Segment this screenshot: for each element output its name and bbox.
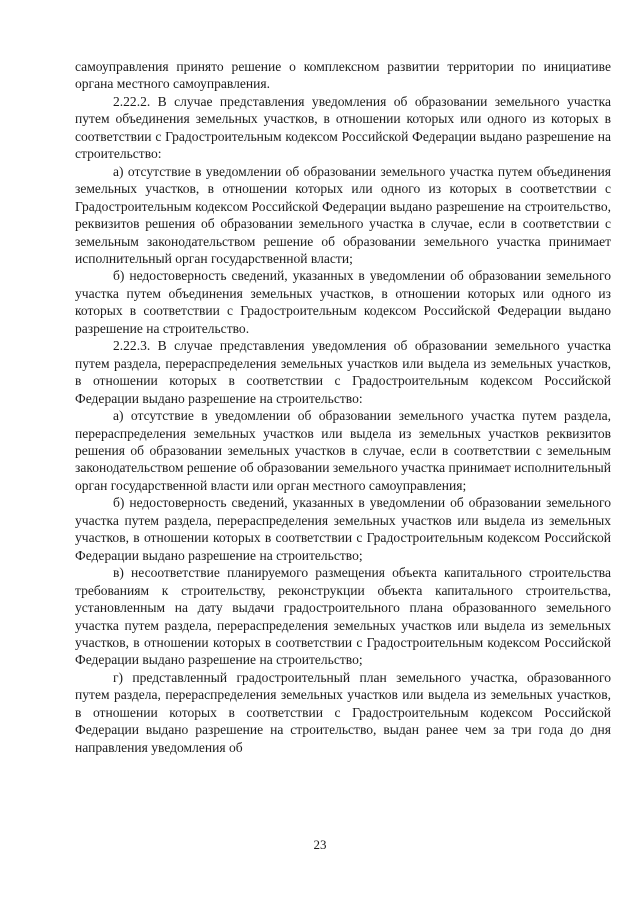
paragraph-section-2-22-2: 2.22.2. В случае представления уведомления об образовании земельного участка путем объединения земельных участков, в отношении которых или одного из которых в соответствии с Градостроительным кодексом Российской Федерации выдано разрешение на строительство:	[75, 93, 611, 162]
paragraph-item-v: в) несоответствие планируемого размещения объекта капитального строительства требованиям к строительству, реконструкции объекта капитального строительства, установленным на дату выдачи градостроительного плана образованного земельного участка путем раздела, перераспределения земельных участков или выдела из земельных участков, в отношении которых в соответствии с Градостроительным кодексом Российской Федерации выдано разрешение на строительство;	[75, 565, 611, 668]
document-body	[75, 58, 611, 756]
paragraph-item-a: а) отсутствие в уведомлении об образовании земельного участка путем объединения земельных участков, в отношении которых или одного из которых в соответствии с Градостроительным кодексом Российской Федерации выдано разрешение на строительство, реквизитов решения об образовании земельного участка в случае, если в соответствии с земельным законодательством решение об образовании земельного участка принимает исполнительный орган государственной власти;	[75, 163, 611, 266]
paragraph-continuation: самоуправления принято решение о комплексном развитии территории по инициативе органа местного самоуправления.	[75, 59, 611, 92]
paragraph-item-g: г) представленный градостроительный план земельного участка, образованного путем раздела, перераспределения земельных участков или выдела из земельных участков, в отношении которых в соответствии с Градостроительным кодексом Российской Федерации выдано разрешение на строительство, выдан ранее чем за три года до дня направления уведомления об	[75, 669, 611, 755]
paragraph-item-b: б) недостоверность сведений, указанных в уведомлении об образовании земельного участка путем объединения земельных участков, в отношении которых или одного из которых в соответствии с Градостроительным кодексом Российской Федерации выдано разрешение на строительство.	[75, 268, 611, 336]
paragraph-section-2-22-3: 2.22.3. В случае представления уведомления об образовании земельного участка путем раздела, перераспределения земельных участков или выдела из земельных участков, в отношении которых в соответствии с Градостроительным кодексом Российской Федерации выдано разрешение на строительство:	[75, 338, 611, 406]
page-number: 23	[313, 837, 327, 852]
paragraph-item-b: б) недостоверность сведений, указанных в уведомлении об образовании земельного участка путем раздела, перераспределения земельных участков или выдела из земельных участков, в отношении которых в соответствии с Градостроительным кодексом Российской Федерации выдано разрешение на строительство;	[75, 495, 611, 563]
paragraph-item-a: а) отсутствие в уведомлении об образовании земельного участка путем раздела, перераспределения земельных участков или выдела из земельных участков реквизитов решения об образовании земельных участков в случае, если в соответствии с земельным законодательством решение об образовании земельного участка принимает исполнительный орган государственной власти или орган местного самоуправления;	[75, 408, 611, 493]
